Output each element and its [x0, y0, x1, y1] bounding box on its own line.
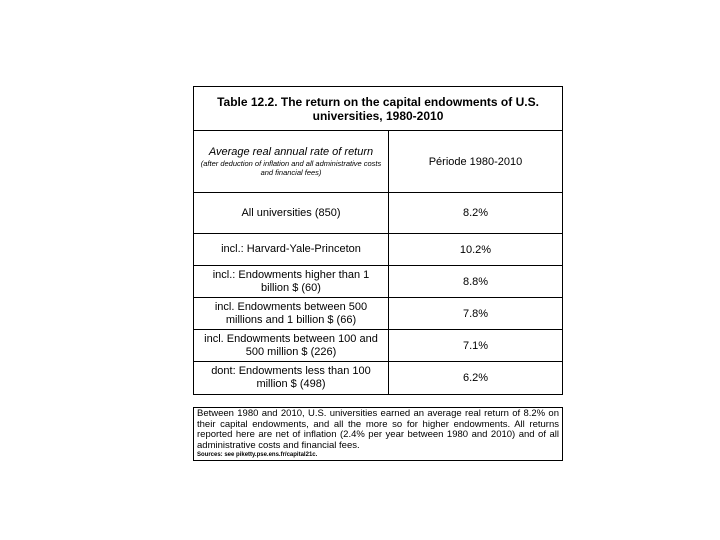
note-sources: Sources: see piketty.pse.ens.fr/capital21c. [197, 452, 318, 458]
row-label: incl.: Harvard-Yale-Princeton [194, 234, 389, 265]
row-label: All universities (850) [194, 193, 389, 233]
table-row [194, 266, 562, 298]
row-label: incl.: Endowments higher than 1 billion $ (60) [194, 266, 389, 297]
row-value: 10.2% [459, 243, 492, 256]
table-header-row [194, 131, 562, 193]
table-row [194, 330, 562, 362]
table-note [193, 407, 563, 461]
table-row [194, 193, 562, 234]
note-text: Between 1980 and 2010, U.S. universities earned an average real return of 8.2% on their capital endowments, and all the more so for higher endowments. All returns reported here are net of inflation (2.4% per year between 1980 and 2010) and of all administrative costs and financial fees. [197, 408, 559, 451]
row-value: 6.2% [462, 372, 489, 384]
header-period: Période 1980-2010 [428, 155, 523, 168]
row-label: incl. Endowments between 100 and 500 million $ (226) [194, 330, 389, 361]
row-label: incl. Endowments between 500 millions and 1 billion $ (66) [194, 298, 389, 329]
header-label-main: Average real annual rate of return [208, 146, 374, 158]
table-row [194, 298, 562, 330]
table-row [194, 234, 562, 266]
row-value: 7.1% [462, 339, 489, 352]
row-label: dont: Endowments less than 100 million $ (498) [194, 362, 389, 394]
row-value: 8.2% [462, 207, 489, 219]
table-title: Table 12.2. The return on the capital endowments of U.S. universities, 1980-2010 [194, 87, 562, 131]
returns-table [193, 86, 563, 395]
row-value: 8.8% [462, 275, 489, 288]
header-label-cell [194, 131, 389, 192]
table-row [194, 362, 562, 394]
header-label-sub: (after deduction of inflation and all administrative costs and financial fees) [200, 159, 382, 177]
row-value: 7.8% [462, 307, 489, 320]
